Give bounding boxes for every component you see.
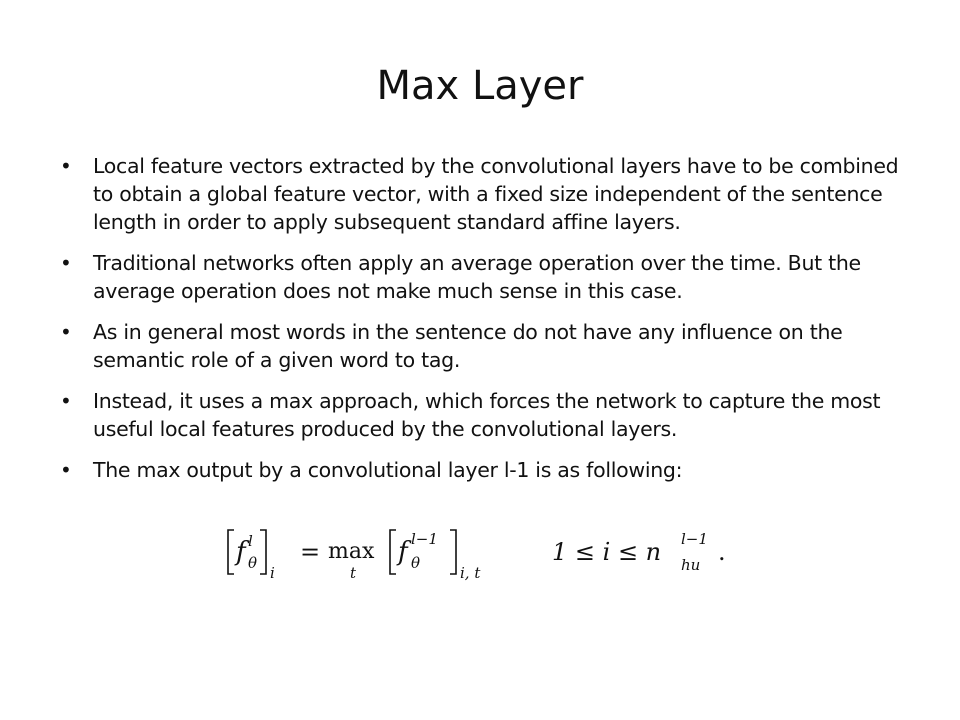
bullet-icon: • [60, 154, 72, 178]
bullet-text: Local feature vectors extracted by the convolutional layers have to be combined to obtain a global feature vector, with a fixed size independent of the sentence length in order to apply subsequent standard affine layers. [93, 154, 899, 234]
left-bracket-close [260, 530, 266, 574]
formula-equals: = [300, 538, 321, 566]
formula-lhs-index: i [270, 564, 275, 582]
formula-period: . [718, 538, 726, 566]
formula-rhs-f: f [398, 537, 408, 567]
formula-max-sub: t [350, 564, 357, 582]
formula-cond-sub: hu [681, 556, 701, 574]
formula-rhs-sub: θ [411, 554, 421, 572]
formula-rhs-index: i, t [460, 564, 481, 582]
bullet-item [60, 249, 915, 305]
bullet-item [60, 456, 915, 484]
bullet-text: Traditional networks often apply an average operation over the time. But the average operation does not make much sense in this case. [93, 251, 861, 303]
left-bracket-open [228, 530, 234, 574]
right-bracket-open [390, 530, 396, 574]
bullet-icon: • [60, 320, 72, 344]
formula-lhs-sub: θ [248, 554, 258, 572]
formula-condition: 1 ≤ i ≤ n [552, 538, 662, 566]
bullet-text: As in general most words in the sentence do not have any influence on the semantic role of a given word to tag. [93, 320, 843, 372]
slide-title: Max Layer [376, 63, 584, 109]
bullet-item [60, 152, 915, 236]
bullet-icon: • [60, 251, 72, 275]
bullet-item [60, 318, 915, 374]
bullet-text: Instead, it uses a max approach, which forces the network to capture the most useful local features produced by the convolutional layers. [93, 389, 881, 441]
bullet-list [60, 152, 915, 497]
formula-lhs-sup: l [248, 532, 253, 550]
formula-rhs-sup: l−1 [411, 530, 438, 548]
max-formula [222, 520, 742, 584]
bullet-icon: • [60, 389, 72, 413]
formula-cond-sup: l−1 [681, 530, 708, 548]
right-bracket-close [450, 530, 456, 574]
formula-lhs-f: f [236, 537, 246, 567]
bullet-text: The max output by a convolutional layer l-1 is as following: [93, 458, 683, 482]
bullet-icon: • [60, 458, 72, 482]
bullet-item [60, 387, 915, 443]
formula-max: max [328, 539, 375, 564]
